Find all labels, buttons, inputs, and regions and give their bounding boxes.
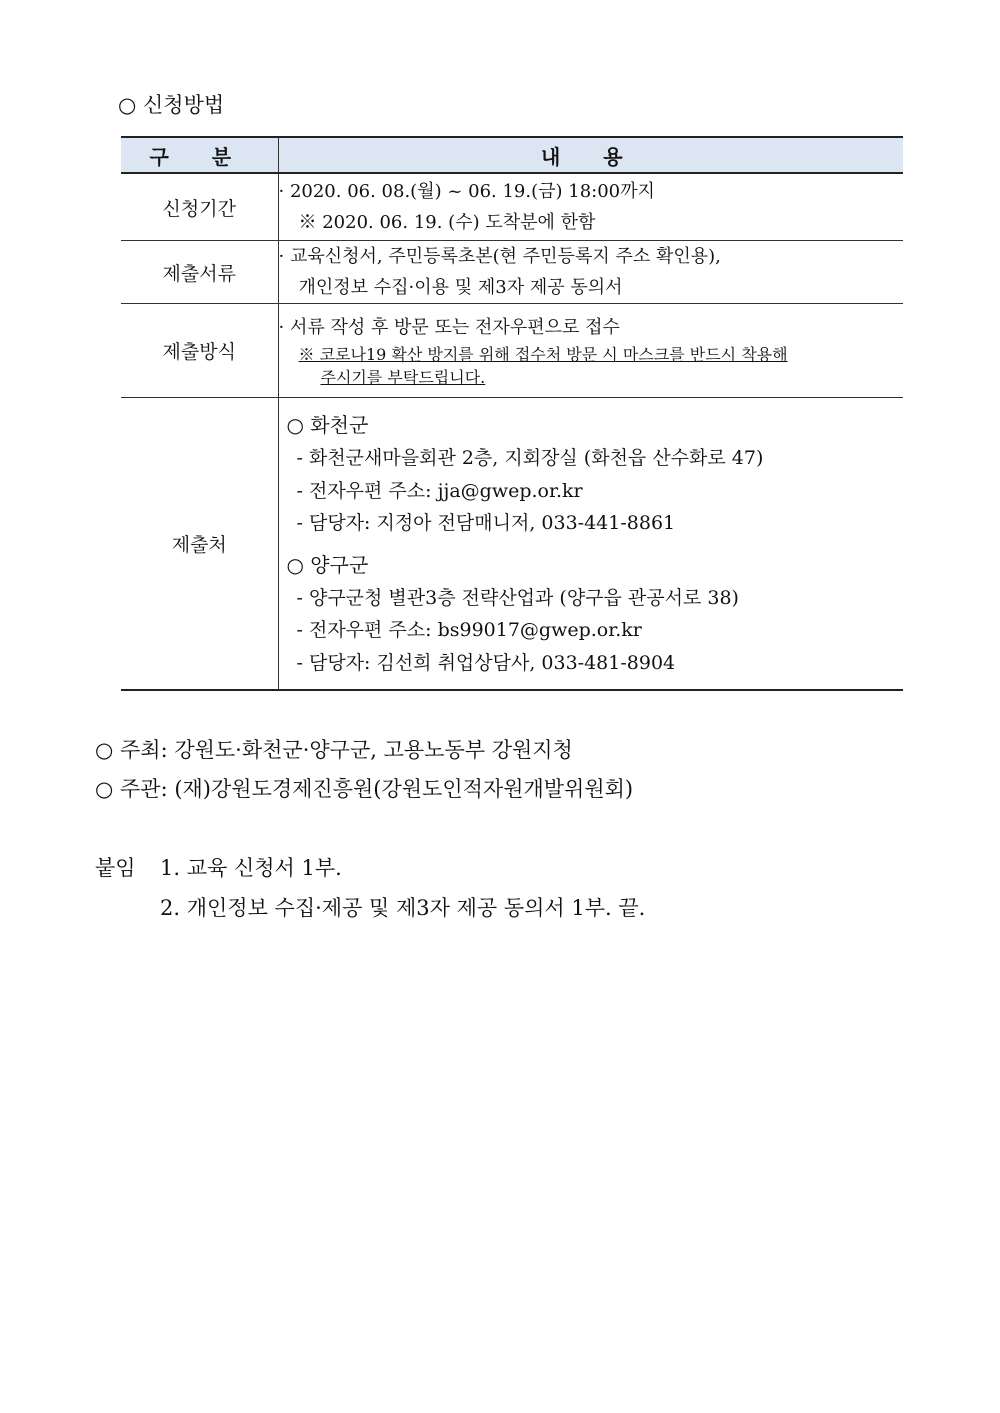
header-category: 구 분 [121, 137, 278, 173]
method-note-line1: ※ 코로나19 확산 방지를 위해 접수처 방문 시 마스크를 반드시 착용해 [298, 345, 788, 364]
row-content-period [278, 173, 903, 241]
hwacheon-title: ○ 화천군 [286, 413, 369, 437]
header-content: 내 용 [278, 137, 903, 173]
organizer-supervisor: ○ 주관: (재)강원도경제진흥원(강원도인적자원개발위원회) [95, 777, 634, 801]
documents-line2: 개인정보 수집·이용 및 제3자 제공 동의서 [298, 277, 623, 298]
table-row-destination [121, 398, 903, 691]
organizer-host: ○ 주최: 강원도·화천군·양구군, 고용노동부 강원지청 [95, 738, 573, 762]
table-row-period [121, 173, 903, 241]
documents-line1: · 교육신청서, 주민등록초본(현 주민등록지 주소 확인용), [278, 246, 721, 267]
period-note: ※ 2020. 06. 19. (수) 도착분에 한함 [298, 212, 596, 233]
table-header-row [121, 137, 903, 173]
attachments-label: 붙임 [95, 856, 136, 880]
row-label-destination: 제출처 [121, 398, 278, 691]
hwacheon-email: - 전자우편 주소: jja@gwep.or.kr [296, 479, 583, 502]
method-line1: · 서류 작성 후 방문 또는 전자우편으로 접수 [278, 317, 620, 338]
application-method-table [121, 136, 903, 691]
row-label-documents: 제출서류 [121, 241, 278, 304]
yanggu-email: - 전자우편 주소: bs99017@gwep.or.kr [296, 619, 642, 641]
yanggu-contact: - 담당자: 김선희 취업상담사, 033-481-8904 [296, 651, 676, 674]
attachment-item-1: 1. 교육 신청서 1부. [160, 856, 342, 880]
method-note-line2: 주시기를 부탁드립니다. [320, 368, 486, 387]
row-content-method [278, 304, 903, 398]
row-content-destination [278, 398, 903, 691]
row-content-documents [278, 241, 903, 304]
row-label-method: 제출방식 [121, 304, 278, 398]
attachment-item-2: 2. 개인정보 수집·제공 및 제3자 제공 동의서 1부. 끝. [160, 896, 646, 920]
section-heading: ○ 신청방법 [118, 93, 225, 117]
hwacheon-address: - 화천군새마을회관 2층, 지회장실 (화천읍 산수화로 47) [296, 447, 764, 469]
hwacheon-contact: - 담당자: 지정아 전담매니저, 033-441-8861 [296, 512, 676, 534]
table-row-method [121, 304, 903, 398]
yanggu-address: - 양구군청 별관3층 전략산업과 (양구읍 관공서로 38) [296, 586, 739, 609]
period-dates: · 2020. 06. 08.(월) ~ 06. 19.(금) 18:00까지 [278, 181, 655, 202]
yanggu-title: ○ 양구군 [286, 552, 369, 577]
table-row-documents [121, 241, 903, 304]
row-label-period: 신청기간 [121, 173, 278, 241]
